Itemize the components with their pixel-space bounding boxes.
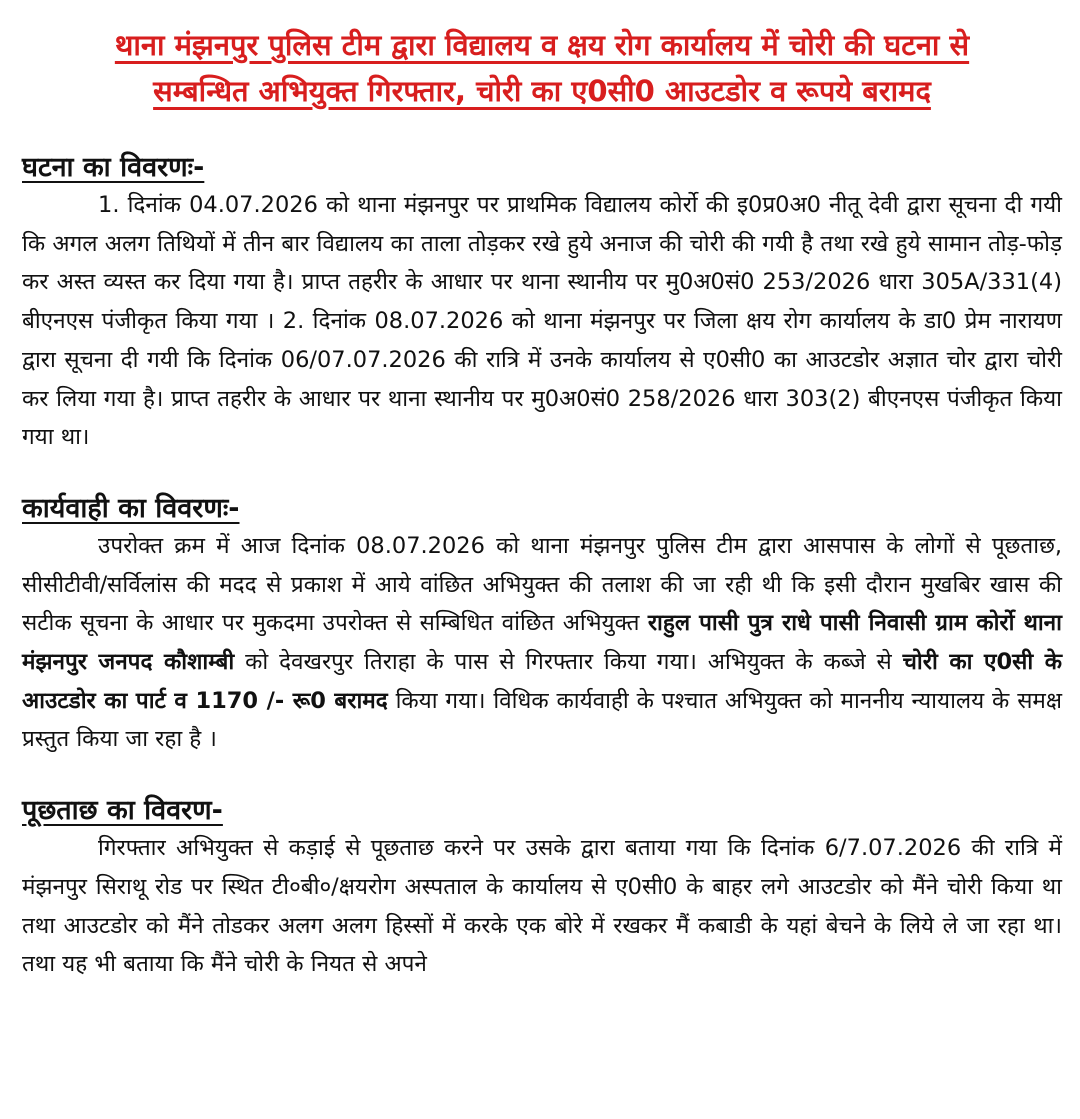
action-paragraph — [22, 527, 1062, 759]
interrogation-section — [22, 793, 1062, 984]
accused-details: राहुल पासी पुत्र राधे पासी निवासी ग्राम कोर्रो थाना मंझनपुर जनपद कौशाम्बी — [22, 610, 1062, 676]
title-block — [22, 22, 1062, 114]
interrogation-heading: पूछताछ का विवरण- — [22, 795, 223, 827]
incident-heading: घटना का विवरणः- — [22, 152, 205, 183]
interrogation-paragraph: गिरफ्तार अभियुक्त से कड़ाई से पूछताछ करने पर उसके द्वारा बताया गया कि दिनांक 6/7.07.2026 की रात्रि में मंझनपुर सिराथू रोड पर स्थित टी०बी०/क्षयरोग अस्पताल के कार्यालय से ए0सी0 के बाहर लगे आउटडोर को मैंने चोरी किया था तथा आउटडोर को मैंने तोडकर अलग अलग हिस्सों में करके एक बोरे में रखकर मैं कबाडी के यहां बेचने के लिये ले जा रहा था। तथा यह भी बताया कि मैंने चोरी के नियत से अपने — [22, 835, 1062, 978]
recovery-details: चोरी का ए0सी के आउटडोर का पार्ट व 1170 /- रू0 बरामद — [22, 649, 1063, 714]
action-text-part1: उपरोक्त क्रम में आज दिनांक 08.07.2026 को थाना मंझनपुर पुलिस टीम द्वारा आसपास के लोगों से पूछताछ, सीसीटीवी/सर्विलांस की मदद से प्रकाश में आये वांछित अभियुक्त की तलाश की जा रही थी कि इसी दौरान मुखबिर खास की सटीक सूचना के आधार पर मुकदमा उपरोक्त से सम्बिधित वांछित अभियुक्त — [22, 532, 1062, 637]
action-section — [22, 491, 1062, 759]
action-heading: कार्यवाही का विवरणः- — [22, 492, 240, 524]
incident-paragraph: 1. दिनांक 04.07.2026 को थाना मंझनपुर पर प्राथमिक विद्यालय कोर्रो की इ0प्र0अ0 नीतू देवी द्वारा सूचना दी गयी कि अगल अलग तिथियों में तीन बार विद्यालय का ताला तोड़कर रखे हुये अनाज की चोरी की गयी है तथा रखे हुये सामान तोड़-फोड़ कर अस्त व्यस्त कर दिया गया है। प्राप्त तहरीर के आधार पर थाना स्थानीय पर मु0अ0सं0 253/2026 धारा 305A/331(4) बीएनएस पंजीकृत किया गया । 2. दिनांक 08.07.2026 को थाना मंझनपुर पर जिला क्षय रोग कार्यालय के डा0 प्रेम नारायण द्वारा सूचना दी गयी कि दिनांक 06/07.07.2026 की रात्रि में उनके कार्यालय से ए0सी0 का आउटडोर अज्ञात चोर द्वारा चोरी कर लिया गया है। प्राप्त तहरीर के आधार पर थाना स्थानीय पर मु0अ0सं0 258/2026 धारा 303(2) बीएनएस पंजीकृत किया गया था। — [22, 192, 1062, 451]
incident-section — [22, 150, 1062, 457]
action-text-part3: किया गया। विधिक कार्यवाही के पश्चात अभियुक्त को माननीय न्यायालय के समक्ष प्रस्तुत किया जा रहा है । — [22, 687, 1062, 753]
action-text-part2: को देवखरपुर तिराहा के पास से गिरफ्तार किया गया। अभियुक्त के कब्जे से — [234, 649, 903, 676]
title-line-1: थाना मंझनपुर पुलिस टीम द्वारा विद्यालय व क्षय रोग कार्यालय में चोरी की घटना से — [114, 28, 970, 62]
title-line-2: सम्बन्धित अभियुक्त गिरफ्तार, चोरी का ए0सी0 आउटडोर व रूपये बरामद — [153, 74, 931, 108]
